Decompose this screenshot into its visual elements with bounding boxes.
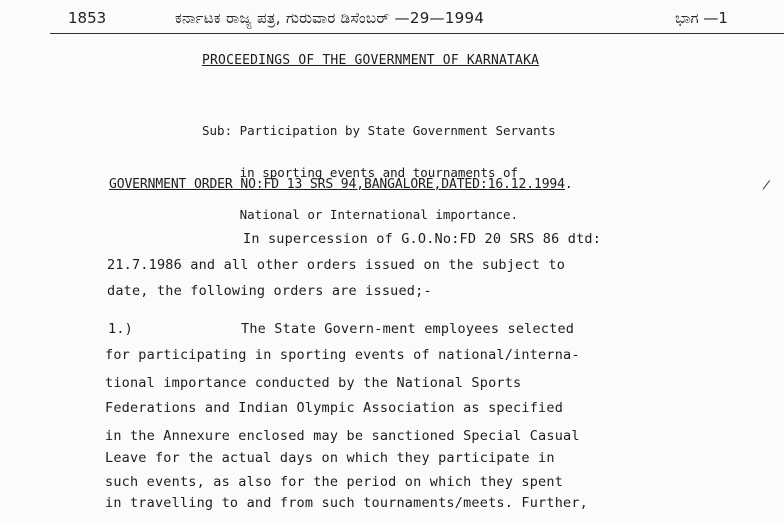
item-line: tional importance conducted by the National Sports (105, 375, 522, 391)
item-line: in the Annexure enclosed may be sanctioned Special Casual (105, 428, 580, 444)
margin-mark: / (761, 177, 771, 194)
government-order-line (109, 177, 573, 192)
subject-line: Sub: Participation by State Government Servants (202, 123, 556, 138)
subject-block (202, 96, 556, 250)
subject-line: National or International importance. (202, 207, 519, 222)
intro-line: In supercession of G.O.No:FD 20 SRS 86 dtd: (243, 231, 602, 247)
item-line: Leave for the actual days on which they participate in (105, 450, 555, 466)
page-number: 1853 (68, 9, 107, 27)
order-period: . (564, 177, 573, 192)
intro-line: 21.7.1986 and all other orders issued on the subject to (107, 257, 566, 273)
item-line: Federations and Indian Olympic Association as specified (105, 400, 564, 416)
subject-line: in sporting events and tournaments of (202, 165, 519, 180)
header-rule (50, 33, 784, 34)
document-title: PROCEEDINGS OF THE GOVERNMENT OF KARNATAKA (202, 53, 540, 68)
government-order-number: GOVERNMENT ORDER NO:FD 13 SRS 94,BANGALORE,DATED:16.12.1994 (109, 177, 565, 192)
item-line: in travelling to and from such tournaments/meets. Further, (105, 495, 589, 511)
gazette-part: ಭಾಗ —1 (675, 9, 728, 27)
item-line: for participating in sporting events of national/interna- (105, 347, 580, 363)
gazette-title: ಕರ್ನಾಟಕ ರಾಜ್ಯ ಪತ್ರ, ಗುರುವಾರ ಡಿಸೆಂಬರ್ —29—1994 (175, 9, 485, 27)
intro-line: date, the following orders are issued;- (107, 283, 432, 299)
item-number: 1.) (108, 321, 133, 337)
item-line: such events, as also for the period on which they spent (105, 474, 564, 490)
item-line: The State Govern-ment employees selected (241, 321, 575, 337)
